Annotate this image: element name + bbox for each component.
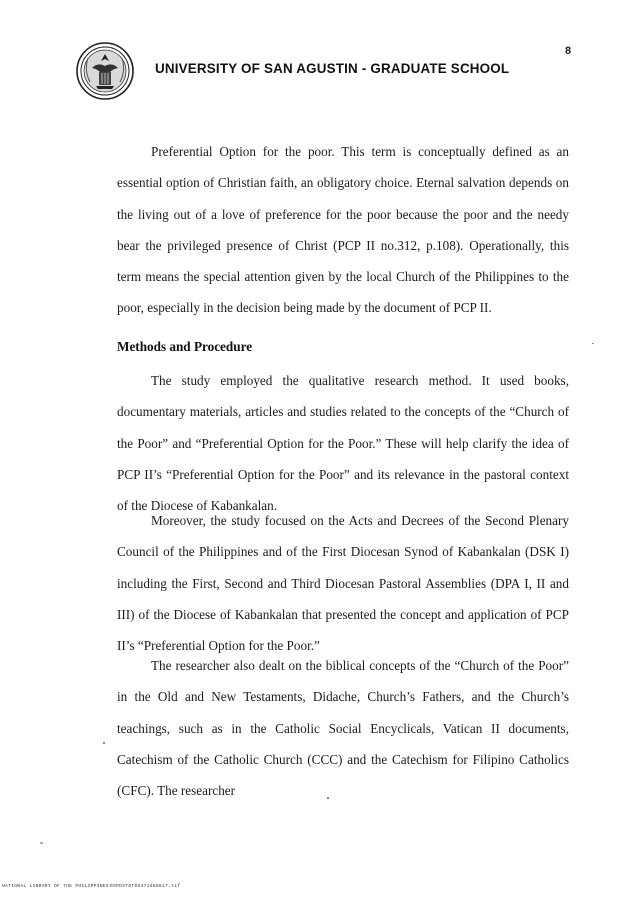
footer-file-label: RSPDSTDTD5471d88817.tif [110,884,181,889]
scan-speck [103,742,105,744]
scan-speck [40,842,43,844]
paragraph-preferential-option-definition: Preferential Option for the poor. This term is conceptually defined as an essential option of Christian faith, an obligatory choice. Eternal salvation depends on the living out of a love of preference for the poor because the poor and the needy bear the privileged presence of Christ (PCP II no.312, p.108). Operationally, this term means the special attention given by the local Church of the Philippines to the poor, especially in the decision being made by the document of PCP II. [117,144,569,316]
scan-speck [592,343,594,344]
scan-footer [2,884,181,889]
university-header-title: UNIVERSITY OF SAN AGUSTIN - GRADUATE SCHOOL [155,61,510,76]
footer-library-label: NATIONAL LIBRARY OF THE PHILIPPINES [2,884,109,889]
scan-speck [327,797,329,799]
paragraph-biblical-concepts: The researcher also dealt on the biblical concepts of the “Church of the Poor” in the Old and New Testaments, Didache, Church’s Fathers, and the Church’s teachings, such as in the Catholic Social Encyclicals, Vatican II documents, Catechism of the Catholic Church (CCC) and the Catechism for Filipino Catholics (CFC). The researcher [117,658,569,799]
paragraph-research-method: The study employed the qualitative research method. It used books, documentary materials, articles and studies related to the concepts of the “Church of the Poor” and “Preferential Option for the Poor.” These will help clarify the idea of PCP II’s “Preferential Option for the Poor” and its relevance in the pastoral context of the Diocese of Kabankalan. [117,373,569,514]
page-number: 8 [565,45,572,57]
university-seal-icon [76,42,134,100]
section-heading: Methods and Procedure [117,339,253,354]
paragraph-acts-and-decrees: Moreover, the study focused on the Acts and Decrees of the Second Plenary Council of the Philippines and of the First Diocesan Synod of Kabankalan (DSK I) including the First, Second and Third Diocesan Pastoral Assemblies (DPA I, II and III) of the Diocese of Kabankalan that presented the concept and application of PCP II’s “Preferential Option for the Poor.” [117,513,569,654]
